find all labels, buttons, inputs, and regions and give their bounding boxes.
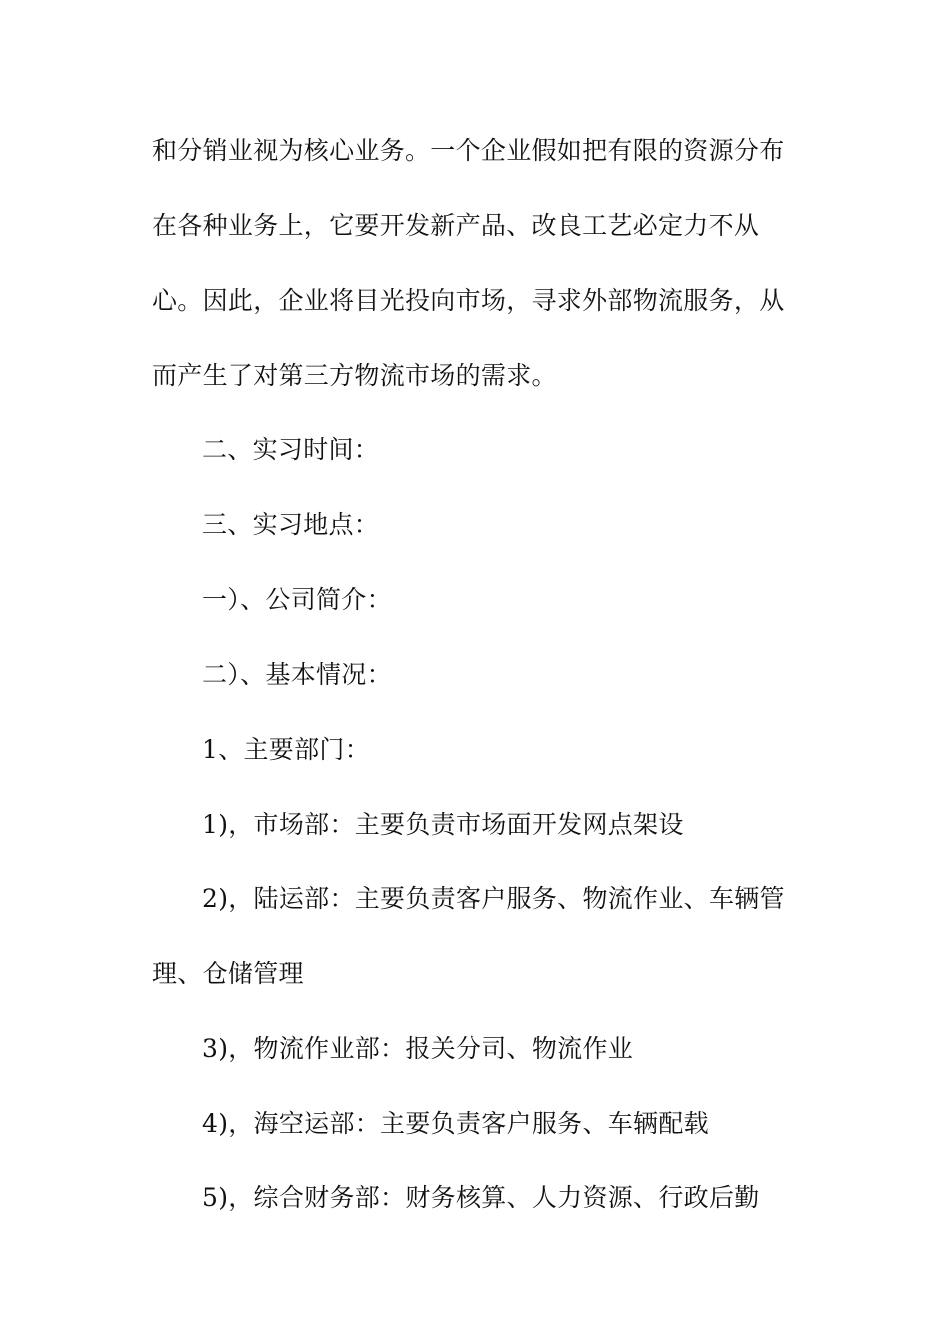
section-heading-basic-info: 二）、基本情况： xyxy=(202,660,392,689)
paragraph-line: 心。因此，企业将目光投向市场，寻求外部物流服务，从 xyxy=(152,286,785,315)
list-item: 3)，物流作业部：报关分司、物流作业 xyxy=(202,1034,634,1063)
list-item-continuation: 理、仓储管理 xyxy=(152,959,304,988)
paragraph-line: 而产生了对第三方物流市场的需求。 xyxy=(152,361,557,390)
paragraph-line: 和分销业视为核心业务。一个企业假如把有限的资源分布 xyxy=(152,136,785,165)
list-item: 5)，综合财务部：财务核算、人力资源、行政后勤 xyxy=(202,1183,760,1212)
subheading-departments: 1、主要部门： xyxy=(202,735,371,764)
section-heading-time: 二、实习时间： xyxy=(202,435,380,464)
section-heading-company-intro: 一）、公司简介： xyxy=(202,585,392,614)
list-item: 1)，市场部：主要负责市场面开发网点架设 xyxy=(202,810,684,839)
section-heading-location: 三、实习地点： xyxy=(202,510,380,539)
paragraph-line: 在各种业务上，它要开发新产品、改良工艺必定力不从 xyxy=(152,211,760,240)
list-item: 2)，陆运部：主要负责客户服务、物流作业、车辆管 xyxy=(202,884,785,913)
list-item: 4)，海空运部：主要负责客户服务、车辆配载 xyxy=(202,1109,709,1138)
